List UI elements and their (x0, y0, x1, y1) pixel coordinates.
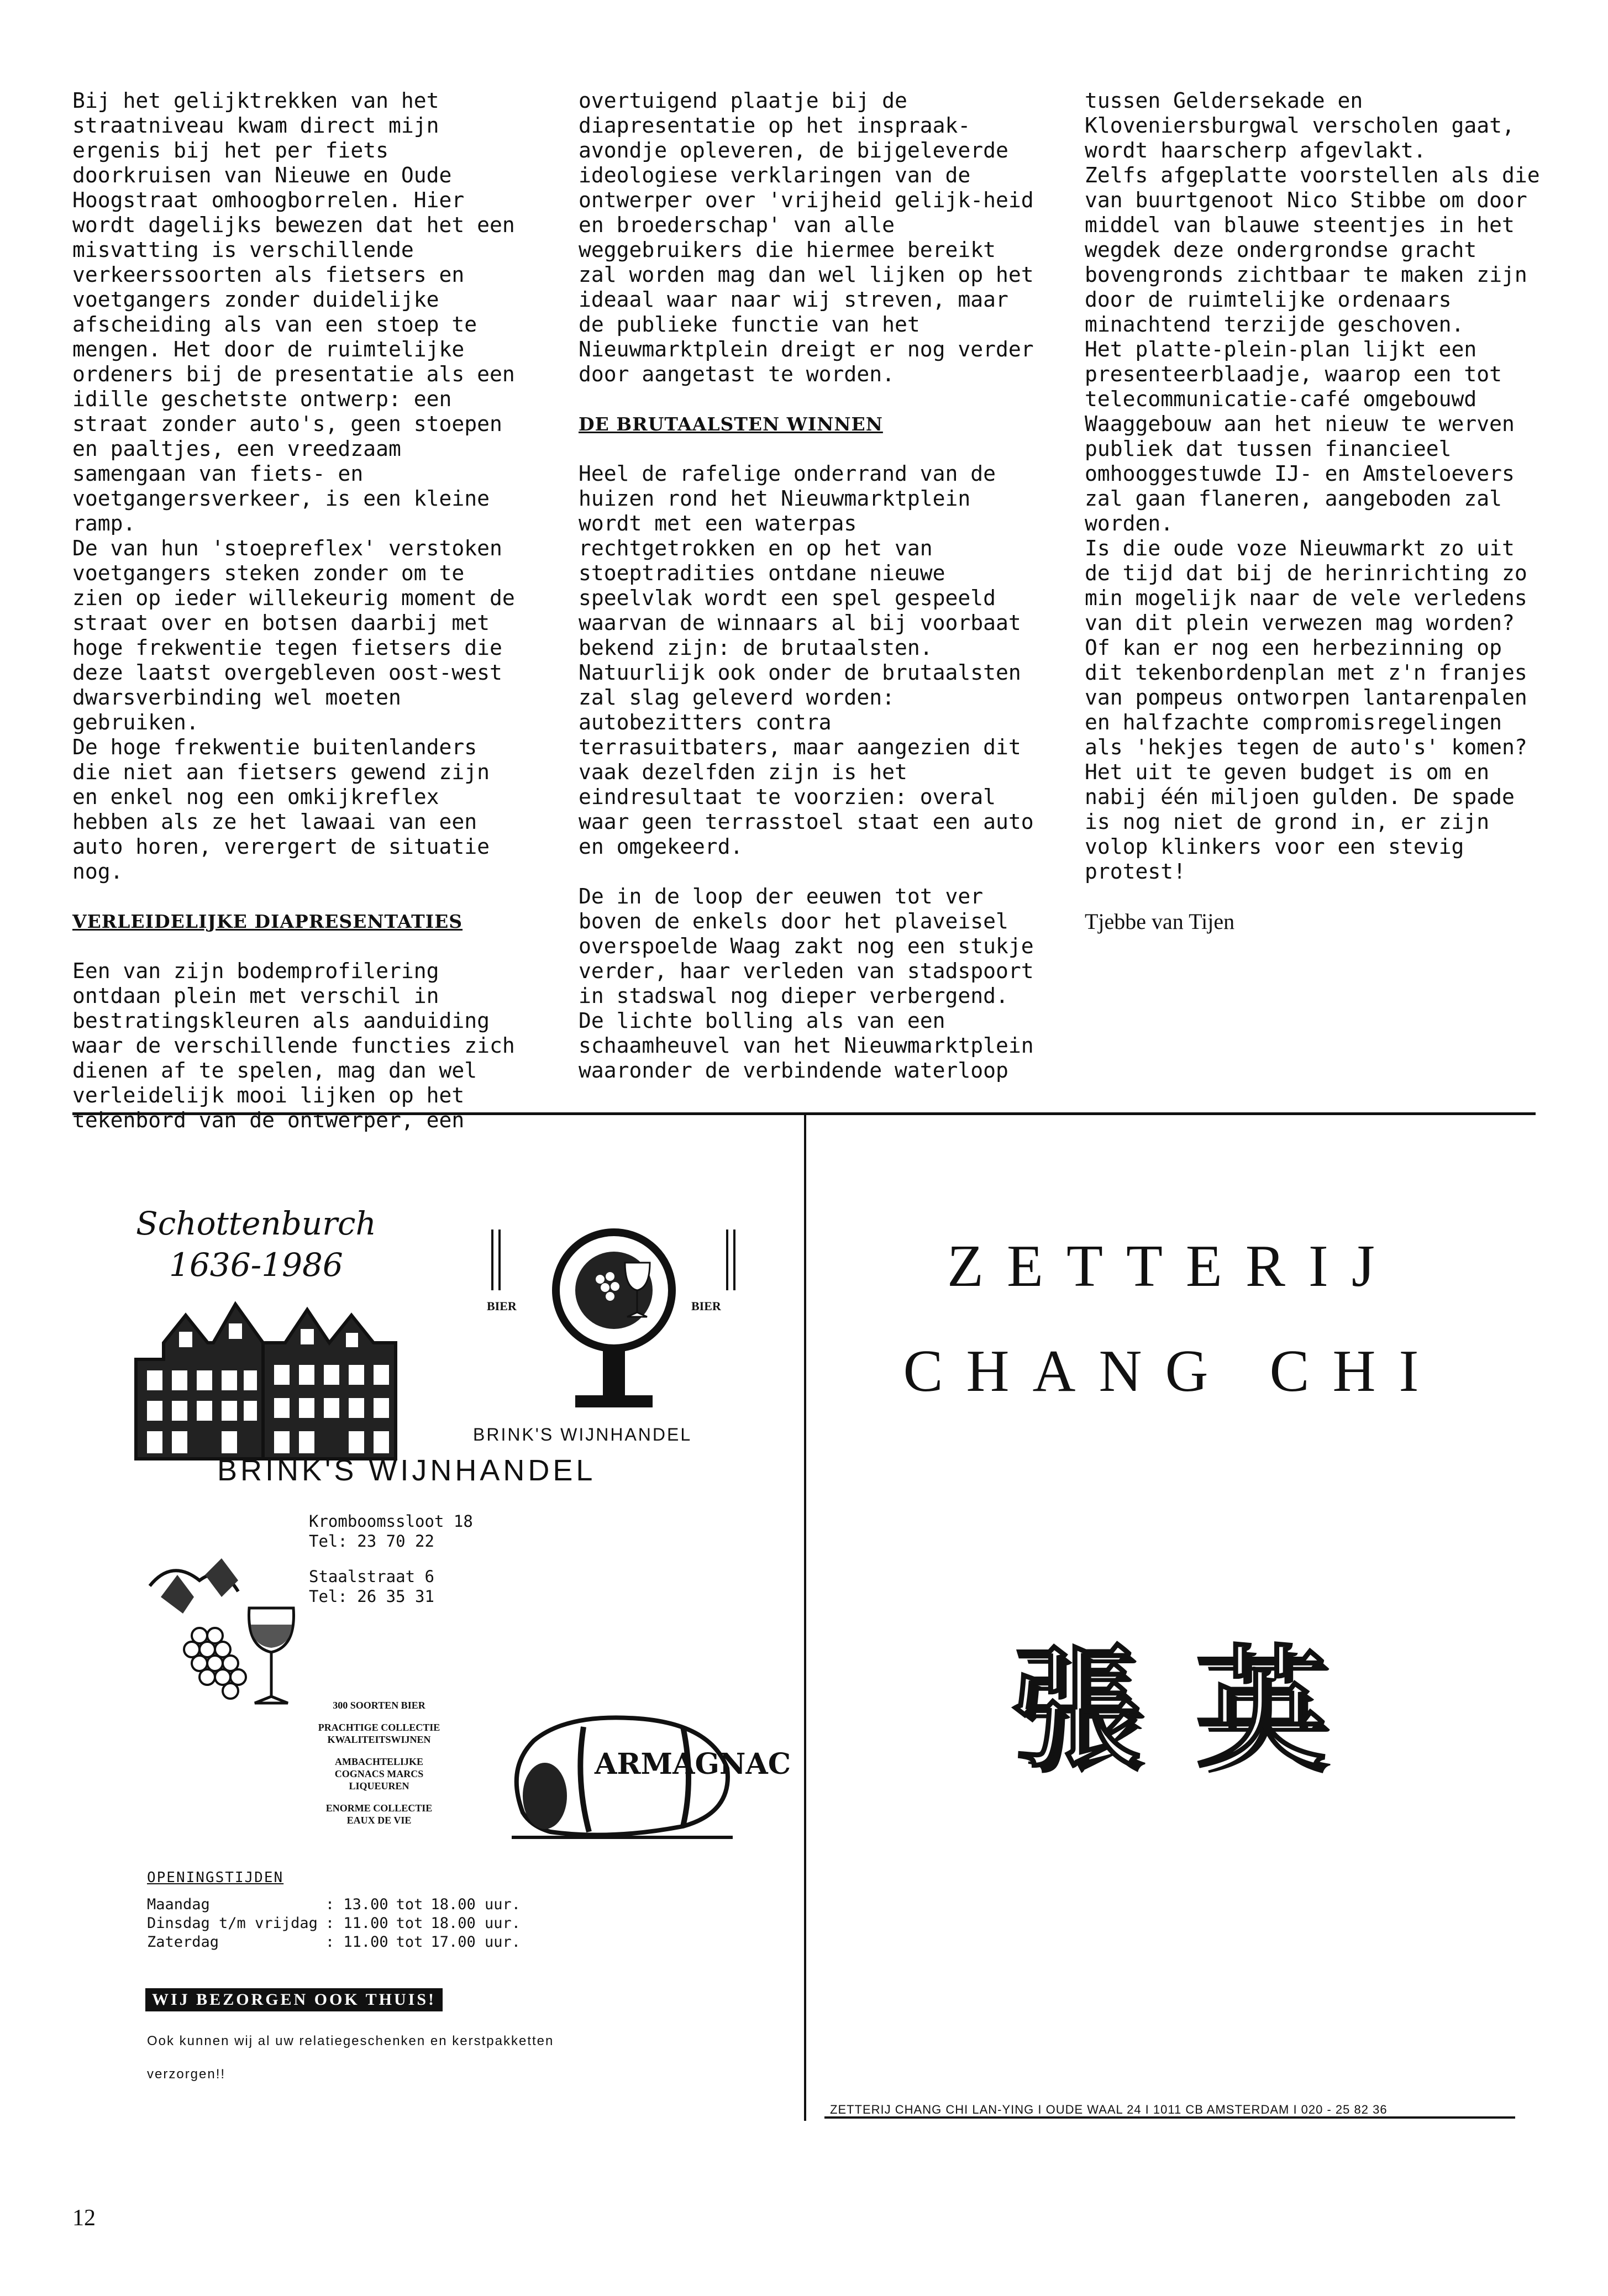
opening-hours-table (147, 1895, 528, 1952)
canal-houses-illustration (130, 1282, 456, 1464)
section-heading: VERLEIDELIJKE DIAPRESENTATIES (72, 911, 463, 932)
author-signature: Tjebbe van Tijen (1085, 909, 1235, 934)
open-time: : 11.00 (325, 1934, 388, 1951)
paragraph: De lichte bolling als van een schaamheuvel van het Nieuwmarktplein waaronder de verbindende waterloop (579, 1008, 1034, 1083)
phone-line: Tel: 23 70 22 (309, 1532, 434, 1551)
hours-row (147, 1895, 528, 1914)
logo-caption: BRINK'S WIJNHANDEL (473, 1425, 692, 1444)
logo-bier-right: BIER (691, 1299, 721, 1313)
brinks-wijnhandel-ad (72, 1122, 802, 2122)
globe-wineglass-logo (484, 1224, 744, 1456)
paragraph: De hoge frekwentie buitenlanders die niet aan fietsers gewend zijn en enkel nog een omkijkreflex hebben als ze het lawaai van een auto horen, verergert de situatie nog. (72, 735, 490, 884)
zetterij-heading: ZETTERIJ (947, 1233, 1398, 1299)
feature-item: AMBACHTELIJKE COGNACS MARCS LIQUEUREN (334, 1756, 424, 1791)
brand-name: BRINK'S WIJNHANDEL (217, 1454, 596, 1487)
handwritten-years: 1636-1986 (169, 1246, 343, 1284)
feature-list (316, 1699, 443, 1826)
paragraph: Bij het gelijktrekken van het straatniveau kwam direct mijn ergenis bij het per fiets doorkruisen van Nieuwe en Oude Hoogstraat omhoogborrelen. Hier wordt dagelijks bewezen dat het een misvatting is verschillende verkeerssoorten als fietsers en voetgangers zonder duidelijke afscheiding als van een stoep te mengen. Het door de ruimtelijke ordeners bij de presentatie als een idille geschetste ontwerp: een straat zonder auto's, geen stoepen en paaltjes, een vreedzaam samengaan van fiets- en voetgangersverkeer, is een kleine ramp. (72, 88, 515, 535)
article-column-2 (579, 88, 1043, 1108)
chang-chi-heading: CHANG CHI (903, 1338, 1442, 1404)
paragraph: Het platte-plein-plan lijkt een presenteerblaadje, waarop een tot telecommunicatie-café omgebouwd Waaggebouw aan het nieuw te werven publiek dat tussen financieel omhooggestuwde IJ- en Amsteloevers zal gaan flaneren, aangeboden zal worden. (1085, 337, 1515, 535)
zetterij-chang-chi-ad (808, 1122, 1537, 2122)
phone-line: Tel: 26 35 31 (309, 1587, 434, 1606)
grapes-wineglass-illustration (139, 1553, 310, 1735)
address-line: Staalstraat 6 (309, 1567, 434, 1586)
day: Zaterdag (147, 1934, 219, 1951)
feature-item: 300 SOORTEN BIER (333, 1700, 425, 1711)
feature-item: PRACHTIGE COLLECTIE KWALITEITSWIJNEN (318, 1722, 440, 1745)
tot-label: tot (396, 1934, 423, 1951)
hours-row (147, 1933, 528, 1952)
open-time: : 11.00 (325, 1915, 388, 1932)
logo-bier-left: BIER (487, 1299, 517, 1313)
paragraph: Of kan er nog een herbezinning op dit tekenbordenplan met z'n franjes van pompeus ontworpen lantarenpalen en halfzachte compromisregelingen als 'hekjes tegen de auto's' komen? (1085, 635, 1527, 759)
article-column-3 (1085, 88, 1543, 959)
paragraph: Heel de rafelige onderrand van de huizen rond het Nieuwmarktplein wordt met een waterpas rechtgetrokken en op het van stoeptradities ontdane nieuwe speelvlak wordt een spel gespeeld waarvan de winnaars al bij voorbaat bekend zijn: de brutaalsten. (579, 461, 1021, 660)
paragraph: De in de loop der eeuwen tot ver boven de enkels door het plaveisel overspoelde Waag zakt nog een stukje verder, haar verleden van stadspoort in stadswal nog dieper verbergend. (579, 884, 1034, 1008)
address-line: Kromboomssloot 18 (309, 1512, 473, 1531)
delivery-banner: WIJ BEZORGEN OOK THUIS! (145, 1988, 443, 2011)
day: Maandag (147, 1896, 210, 1913)
hours-title: OPENINGSTIJDEN (147, 1869, 284, 1886)
open-time: : 13.00 (325, 1896, 388, 1913)
gift-note-line1: Ook kunnen wij al uw relatiegeschenken en kerstpakketten (147, 2034, 554, 2048)
day: Dinsdag t/m vrijdag (147, 1915, 318, 1932)
tot-label: tot (396, 1896, 423, 1913)
chinese-character-ying: 英 (1195, 1632, 1328, 1787)
paragraph: Zelfs afgeplatte voorstellen als die van buurtgenoot Nico Stibbe om door middel van blauwe steentjes in het wegdek deze ondergrondse gracht bovengronds zichtbaar te maken zijn door de ruimtelijke ordenaars minachtend terzijde geschoven. (1085, 163, 1540, 337)
close-time: 18.00 uur. (430, 1896, 521, 1913)
article-column-1 (72, 88, 526, 1158)
paragraph: tussen Geldersekade en Kloveniersburgwal verscholen gaat, wordt haarscherp afgevlakt. (1085, 88, 1515, 162)
close-time: 18.00 uur. (430, 1915, 521, 1932)
paragraph: De van hun 'stoepreflex' verstoken voetgangers steken zonder om te zien op ieder willekeurig moment de straat over en botsen daarbij met hoge frekwentie tegen fietsers die deze laatst overgebleven oost-west dwarsverbinding wel moeten gebruiken. (72, 536, 515, 734)
page-number: 12 (72, 2205, 96, 2231)
paragraph: overtuigend plaatje bij de diapresentatie op het inspraak-avondje opleveren, de bijgeleverde ideologiese verklaringen van de ontwerper over 'vrijheid gelijk-heid en broederschap' van alle weggebruikers die hiermee bereikt zal worden mag dan wel lijken op het ideaal waar naar wij streven, maar de publieke functie van het Nieuwmarktplein dreigt er nog verder door aangetast te worden. (579, 88, 1034, 386)
chinese-character-zhang: 張 (1010, 1632, 1143, 1787)
barrel-label: ARMAGNAC (595, 1747, 791, 1781)
address-kromboomssloot (309, 1511, 473, 1551)
gift-note-line2: verzorgen!! (147, 2067, 226, 2082)
handwritten-title: Schottenburch (136, 1205, 376, 1242)
close-time: 17.00 uur. (430, 1934, 521, 1951)
paragraph: Is die oude voze Nieuwmarkt zo uit de tijd dat bij de herinrichting zo min mogelijk naar de vele verledens van dit plein verwezen mag worden? (1085, 536, 1527, 635)
tot-label: tot (396, 1915, 423, 1932)
address-staalstraat (309, 1567, 434, 1606)
hours-row (147, 1914, 528, 1933)
paragraph: Een van zijn bodemprofilering ontdaan plein met verschil in bestratingskleuren als aanduiding waar de verschillende functies zich dienen af te spelen, mag dan wel verleidelijk mooi lijken op het tekenbord van de ontwerper, een (72, 959, 515, 1132)
feature-item: ENORME COLLECTIE EAUX DE VIE (325, 1803, 433, 1826)
paragraph: Het uit te geven budget is om en nabij één miljoen gulden. De spade is nog niet de grond in, er zijn volop klinkers voor een stevig protest! (1085, 760, 1515, 884)
barrel-illustration (501, 1707, 791, 1843)
section-heading: DE BRUTAALSTEN WINNEN (579, 413, 883, 435)
zetterij-address-footer: ZETTERIJ CHANG CHI LAN-YING I OUDE WAAL 24 I 1011 CB AMSTERDAM I 020 - 25 82 36 (830, 2103, 1388, 2116)
paragraph: Natuurlijk ook onder de brutaalsten zal slag geleverd worden: autobezitters contra terrasuitbaters, maar aangezien dit vaak dezelfden zijn is het eindresultaat te voorzien: overal waar geen terrasstoel staat een auto en omgekeerd. (579, 660, 1034, 859)
vertical-divider (804, 1112, 806, 2121)
